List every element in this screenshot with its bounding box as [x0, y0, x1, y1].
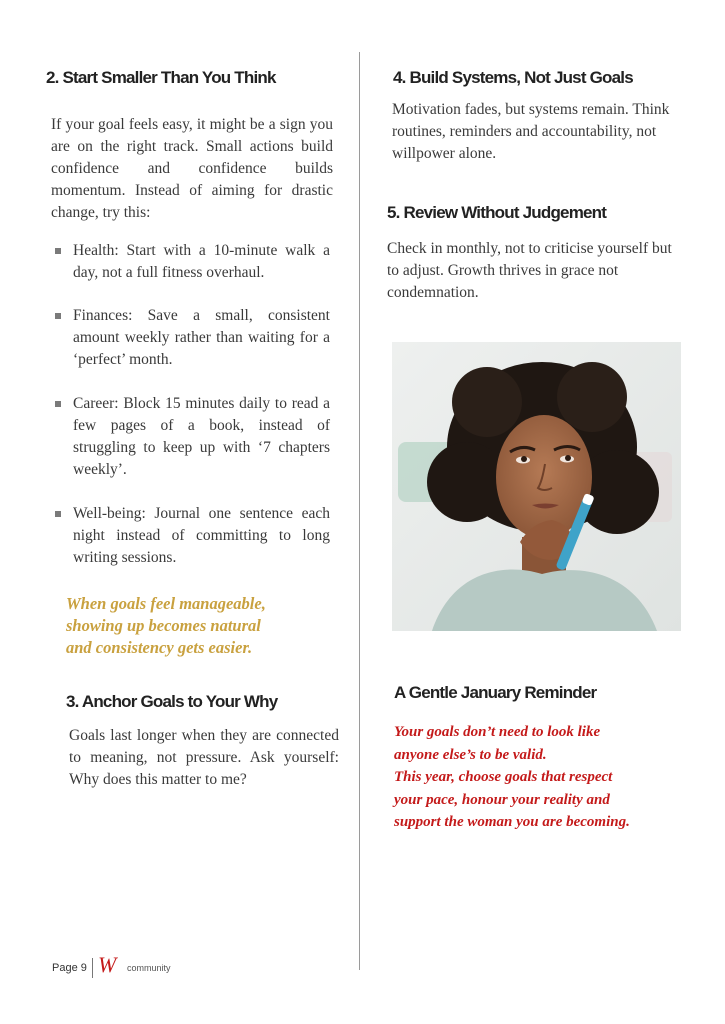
section-3-body: Goals last longer when they are connected to meaning, not pressure. Ask yourself: Why does this matter to me?: [69, 727, 339, 788]
list-item-text: Health: Start with a 10-minute walk a day, not a full fitness overhaul.: [73, 242, 330, 281]
woman-thinking-photo: [392, 342, 681, 631]
list-item-text: Well-being: Journal one sentence each night instead of committing to long writing sessions.: [73, 505, 330, 566]
pull-quote-line: showing up becomes natural: [66, 616, 261, 635]
reminder-line: your pace, honour your reality and: [394, 791, 610, 808]
pull-quote: [66, 593, 346, 659]
bullet-square-icon: [55, 401, 61, 407]
reminder-heading: A Gentle January Reminder: [394, 683, 597, 702]
reminder-line: support the woman you are becoming.: [394, 814, 630, 830]
reminder-text: [394, 721, 694, 834]
pull-quote-line: When goals feel manageable,: [66, 594, 266, 613]
reminder-line: This year, choose goals that respect: [394, 769, 613, 785]
footer-divider: [92, 958, 93, 978]
section-4-heading: 4. Build Systems, Not Just Goals: [393, 68, 633, 87]
column-divider: [359, 52, 360, 970]
photo-illustration: [392, 342, 681, 631]
section-2-heading: 2. Start Smaller Than You Think: [46, 68, 276, 87]
bullet-square-icon: [55, 248, 61, 254]
list-item-text: Career: Block 15 minutes daily to read a few pages of a book, instead of struggling to keep up with ‘7 chapters weekly’.: [73, 395, 330, 478]
brand-text: community: [127, 963, 171, 973]
reminder-line: Your goals don’t need to look like: [394, 724, 601, 740]
reminder-line: anyone else’s to be valid.: [394, 746, 547, 763]
section-5-heading: 5. Review Without Judgement: [387, 203, 607, 222]
bullet-square-icon: [55, 313, 61, 319]
brand-logo-icon: W: [98, 952, 117, 977]
section-4-body: Motivation fades, but systems remain. Think routines, reminders and accountability, not willpower alone.: [392, 101, 670, 162]
section-3-heading: 3. Anchor Goals to Your Why: [66, 692, 278, 711]
section-5-body: Check in monthly, not to criticise yourself but to adjust. Growth thrives in grace not condemnation.: [387, 240, 672, 301]
bullet-square-icon: [55, 511, 61, 517]
page-number: Page 9: [52, 962, 87, 974]
section-2-intro: If your goal feels easy, it might be a sign you are on the right track. Small actions build confidence and confidence builds momentum. Instead of aiming for drastic change, try this:: [51, 116, 333, 221]
list-item-text: Finances: Save a small, consistent amount weekly rather than waiting for a ‘perfect’ month.: [73, 307, 330, 368]
pull-quote-line: and consistency gets easier.: [66, 638, 253, 657]
